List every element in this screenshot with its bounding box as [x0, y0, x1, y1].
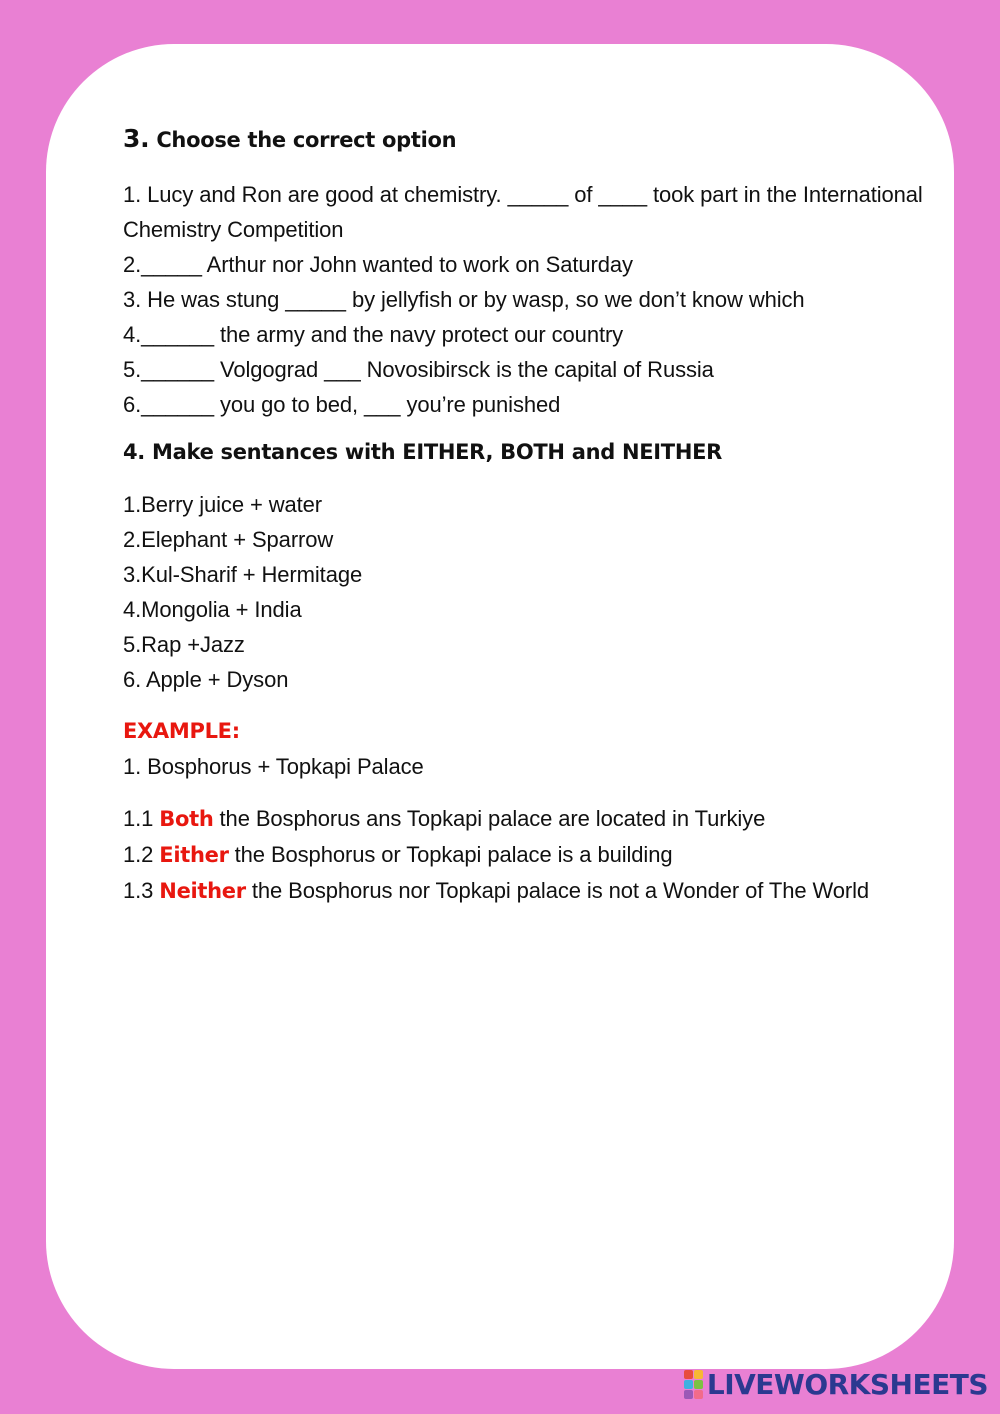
answer-text: the Bosphorus ans Topkapi palace are located in Turkiye: [213, 806, 766, 831]
example-answer-neither: [123, 873, 923, 909]
example-answers: [123, 801, 923, 909]
list-item: 1.Berry juice + water: [123, 492, 323, 517]
list-item: 3. He was stung _____ by jellyfish or by wasp, so we don’t know which: [123, 287, 805, 312]
brand-name: LIVEWORKSHEETS: [706, 1367, 988, 1401]
section-3-title-text: Choose the correct option: [156, 128, 457, 152]
list-item: 2._____ Arthur nor John wanted to work on Saturday: [123, 252, 633, 277]
answer-keyword: Both: [159, 807, 214, 831]
list-item: 4.Mongolia + India: [123, 597, 302, 622]
logo-block: [684, 1370, 693, 1379]
example-answer-both: [123, 801, 923, 837]
answer-text: the Bosphorus or Topkapi palace is a building: [228, 842, 673, 867]
example-answer-either: [123, 837, 923, 873]
list-item: 2.Elephant + Sparrow: [123, 527, 334, 552]
list-item: 4.______ the army and the navy protect our country: [123, 322, 624, 347]
section-3-number: 3.: [123, 124, 150, 153]
worksheet-page: [46, 44, 954, 1369]
section-4-list: [123, 487, 923, 697]
list-item: 3.Kul-Sharif + Hermitage: [123, 562, 363, 587]
logo-block: [684, 1380, 693, 1389]
answer-prefix: 1.2: [123, 842, 160, 867]
answer-prefix: 1.3: [123, 878, 160, 903]
answer-keyword: Either: [159, 843, 229, 867]
answer-keyword: Neither: [159, 879, 246, 903]
example-item: 1. Bosphorus + Topkapi Palace: [123, 754, 424, 779]
example-label: EXAMPLE:: [123, 719, 240, 743]
list-item: 1. Lucy and Ron are good at chemistry. _____ of ____ took part in the International Chemistry Competition: [123, 182, 923, 242]
answer-text: the Bosphorus nor Topkapi palace is not a Wonder of The World: [245, 878, 870, 903]
list-item: 5.______ Volgograd ___ Novosibirsck is the capital of Russia: [123, 357, 714, 382]
list-item: 6.______ you go to bed, ___ you’re punished: [123, 392, 561, 417]
logo-block: [694, 1370, 703, 1379]
list-item: 6. Apple + Dyson: [123, 667, 289, 692]
section-4-title: 4. Make sentances with EITHER, BOTH and NEITHER: [123, 440, 723, 464]
answer-prefix: 1.1: [123, 806, 160, 831]
liveworksheets-logo-icon: [684, 1370, 703, 1399]
liveworksheets-brand[interactable]: [684, 1366, 988, 1402]
logo-block: [694, 1380, 703, 1389]
section-3-title: [123, 122, 923, 157]
logo-block: [684, 1390, 693, 1399]
logo-block: [694, 1390, 703, 1399]
section-3-list: [123, 177, 923, 422]
worksheet-content: [123, 122, 923, 909]
list-item: 5.Rap +Jazz: [123, 632, 245, 657]
